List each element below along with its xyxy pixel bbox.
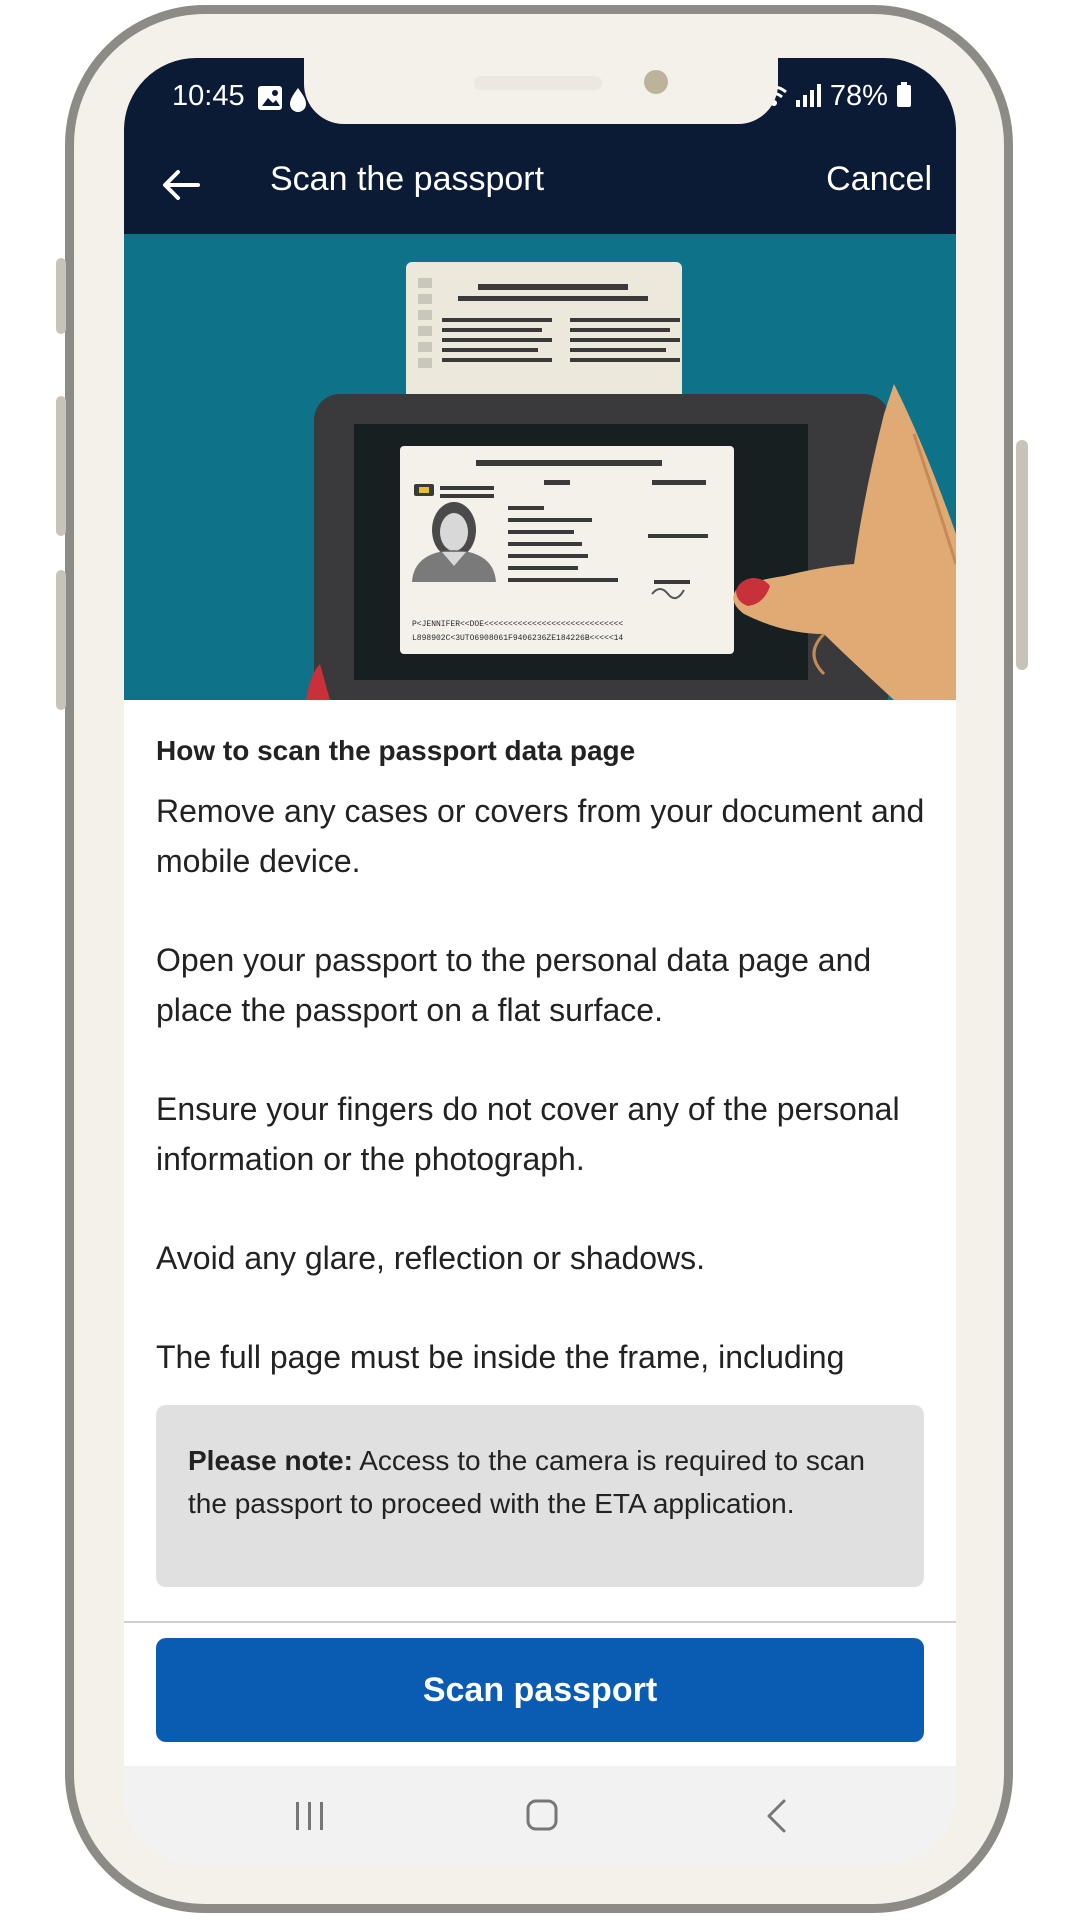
front-camera (644, 70, 668, 94)
phone-volume-up-button (56, 396, 66, 536)
mrz-line-1: P<JENNIFER<<DOE<<<<<<<<<<<<<<<<<<<<<<<<<<<<< (412, 620, 624, 629)
note-text: Access to the camera is required to scan the passport to proceed with the ETA application. (188, 1445, 865, 1519)
phone-side-button (56, 258, 66, 334)
recent-apps-icon[interactable] (292, 1798, 328, 1834)
instruction-item: Ensure your fingers do not cover any of the personal information or the photograph. (156, 1091, 900, 1177)
phone-volume-down-button (56, 570, 66, 710)
instructions-scroll-area[interactable] (156, 786, 936, 1431)
home-icon[interactable] (525, 1798, 559, 1832)
footer-divider (124, 1621, 956, 1623)
system-nav-bar (124, 1766, 956, 1865)
status-right (760, 80, 912, 113)
instruction-item: The full page must be inside the frame, including (156, 1339, 845, 1375)
note-label: Please note: (188, 1445, 353, 1476)
nav-back-icon[interactable] (764, 1798, 790, 1834)
instruction-item: Avoid any glare, reflection or shadows. (156, 1240, 706, 1276)
battery-percent: 78% (829, 80, 888, 112)
phone-power-button (1016, 440, 1028, 670)
instruction-item: Open your passport to the personal data page and place the passport on a flat surface. (156, 942, 872, 1028)
instruction-item: Remove any cases or covers from your document and mobile device. (156, 793, 925, 879)
illustration-svg (124, 234, 956, 700)
page-title: Scan the passport (270, 160, 545, 198)
instructions-heading: How to scan the passport data page (156, 735, 636, 766)
app-bar (124, 134, 956, 234)
phone-screen (124, 58, 956, 1865)
camera-notch (304, 58, 778, 124)
scan-passport-button[interactable]: Scan passport (156, 1638, 924, 1742)
battery-icon (896, 82, 912, 108)
back-arrow-icon[interactable] (158, 162, 204, 208)
passport-scan-illustration (124, 234, 956, 700)
mrz-line-2: L898902C<3UTO6908061F9406236ZE184226B<<<<<14 (412, 634, 624, 643)
status-time: 10:45 (172, 80, 245, 112)
cancel-button[interactable]: Cancel (826, 160, 932, 198)
camera-note (156, 1405, 924, 1587)
speaker-slot (474, 76, 602, 90)
